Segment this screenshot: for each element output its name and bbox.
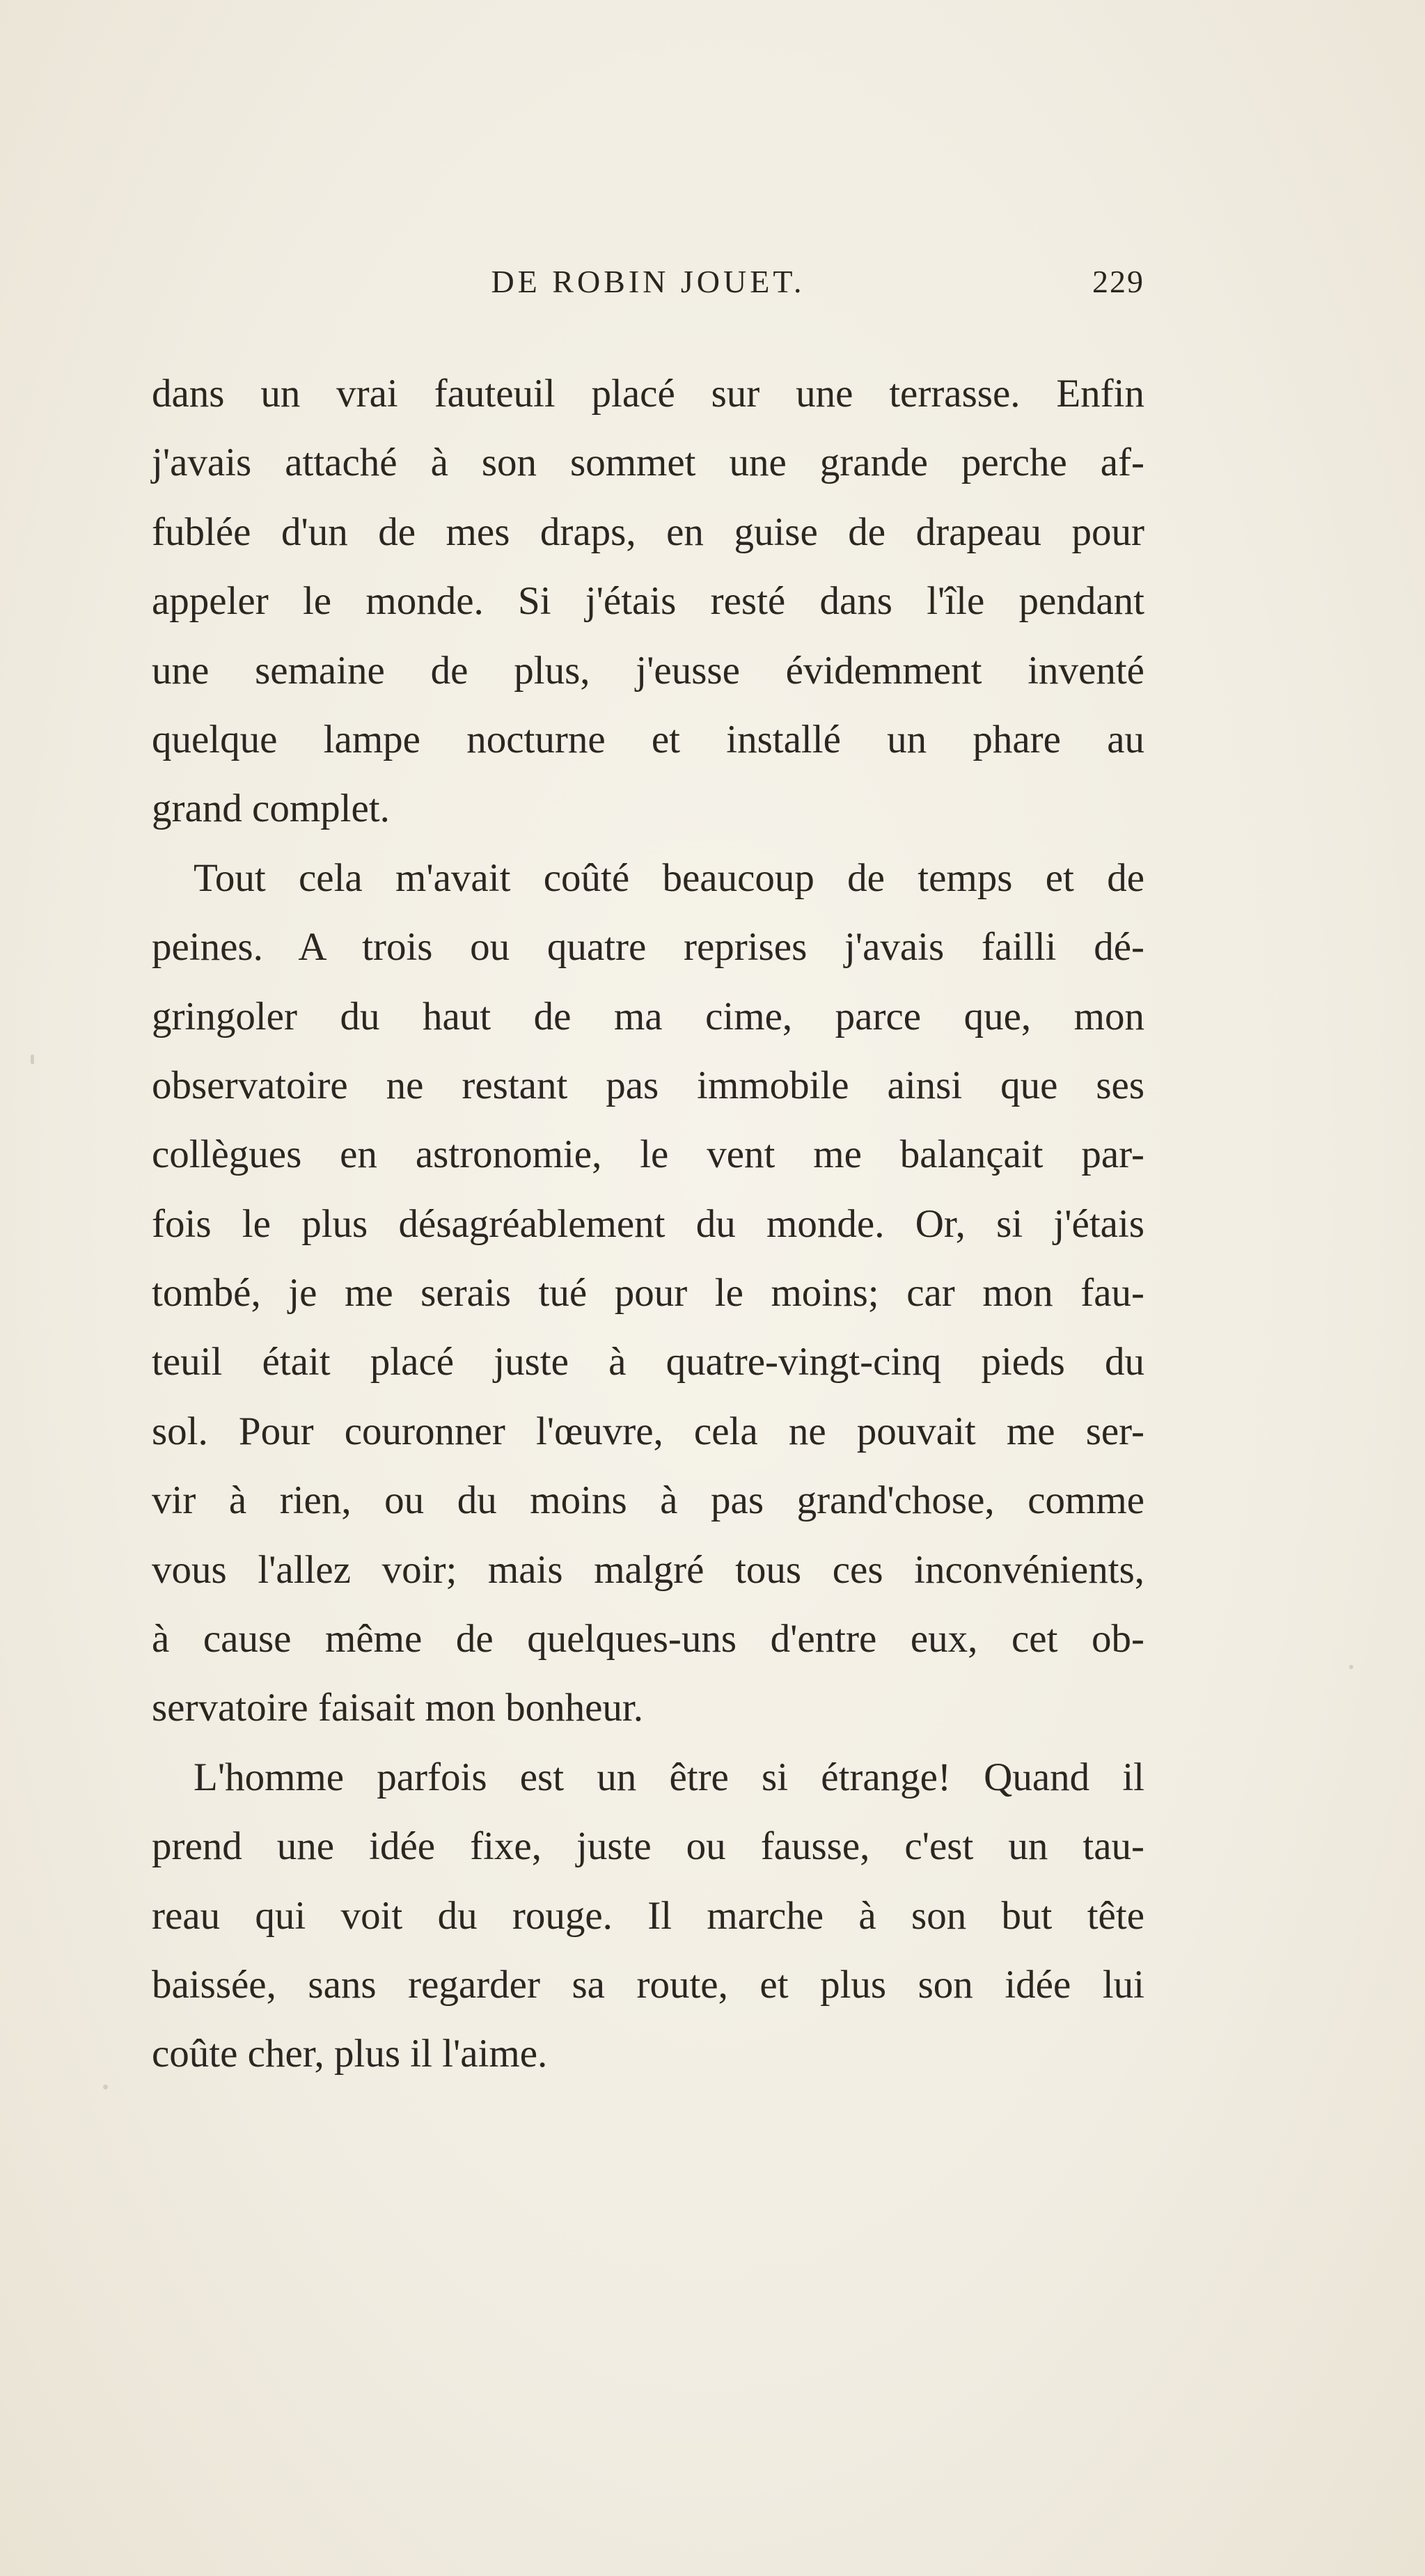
text-line: L'homme parfois est un être si étrange! Quand il — [194, 1755, 1144, 1799]
text-line: à cause même de quelques-uns d'entre eux, cet ob- — [152, 1617, 1144, 1661]
running-title: DE ROBIN JOUET. — [491, 264, 805, 299]
text-line: fublée d'un de mes draps, en guise de drapeau pour — [152, 509, 1144, 554]
text-line: sol. Pour couronner l'œuvre, cela ne pouvait me ser- — [152, 1409, 1144, 1453]
text-line: appeler le monde. Si j'étais resté dans l'île pendant — [152, 579, 1144, 624]
text-line: grand complet. — [152, 787, 390, 831]
text-line: baissée, sans regarder sa route, et plus son idée lui — [152, 1962, 1144, 2007]
text-line: collègues en astronomie, le vent me balançait par- — [152, 1132, 1144, 1177]
paper-speck — [1349, 1665, 1353, 1669]
text-line: teuil était placé juste à quatre-vingt-cinq pieds du — [152, 1340, 1144, 1384]
page-number: 229 — [1092, 264, 1144, 299]
text-line: vous l'allez voir; mais malgré tous ces inconvénients, — [152, 1547, 1144, 1592]
text-line: Tout cela m'avait coûté beaucoup de temps et de — [194, 855, 1144, 900]
page-header — [152, 263, 1144, 312]
text-line: vir à rien, ou du moins à pas grand'chose, comme — [152, 1478, 1144, 1523]
text-line: quelque lampe nocturne et installé un phare au — [152, 717, 1144, 761]
paper-speck — [31, 1054, 34, 1064]
text-line: fois le plus désagréablement du monde. Or, si j'étais — [152, 1201, 1144, 1246]
text-line: dans un vrai fauteuil placé sur une terrasse. Enfin — [152, 372, 1144, 416]
text-line: prend une idée fixe, juste ou fausse, c'est un tau- — [152, 1824, 1144, 1869]
text-line: peines. A trois ou quatre reprises j'avais failli dé- — [152, 925, 1144, 970]
paragraph-2 — [152, 844, 1144, 1743]
text-line: observatoire ne restant pas immobile ainsi que ses — [152, 1063, 1144, 1107]
text-line: gringoler du haut de ma cime, parce que, mon — [152, 994, 1144, 1038]
text-line: j'avais attaché à son sommet une grande perche af- — [152, 441, 1144, 485]
text-line: tombé, je me serais tué pour le moins; car mon fau- — [152, 1271, 1144, 1315]
text-line: coûte cher, plus il l'aime. — [152, 2032, 548, 2076]
text-line: servatoire faisait mon bonheur. — [152, 1686, 643, 1730]
paper-speck — [103, 2085, 108, 2089]
text-line: reau qui voit du rouge. Il marche à son but tête — [152, 1893, 1144, 1938]
body-text — [152, 359, 1144, 2089]
paragraph-1 — [152, 359, 1144, 844]
text-line: une semaine de plus, j'eusse évidemment inventé — [152, 648, 1144, 693]
paragraph-3 — [152, 1743, 1144, 2089]
